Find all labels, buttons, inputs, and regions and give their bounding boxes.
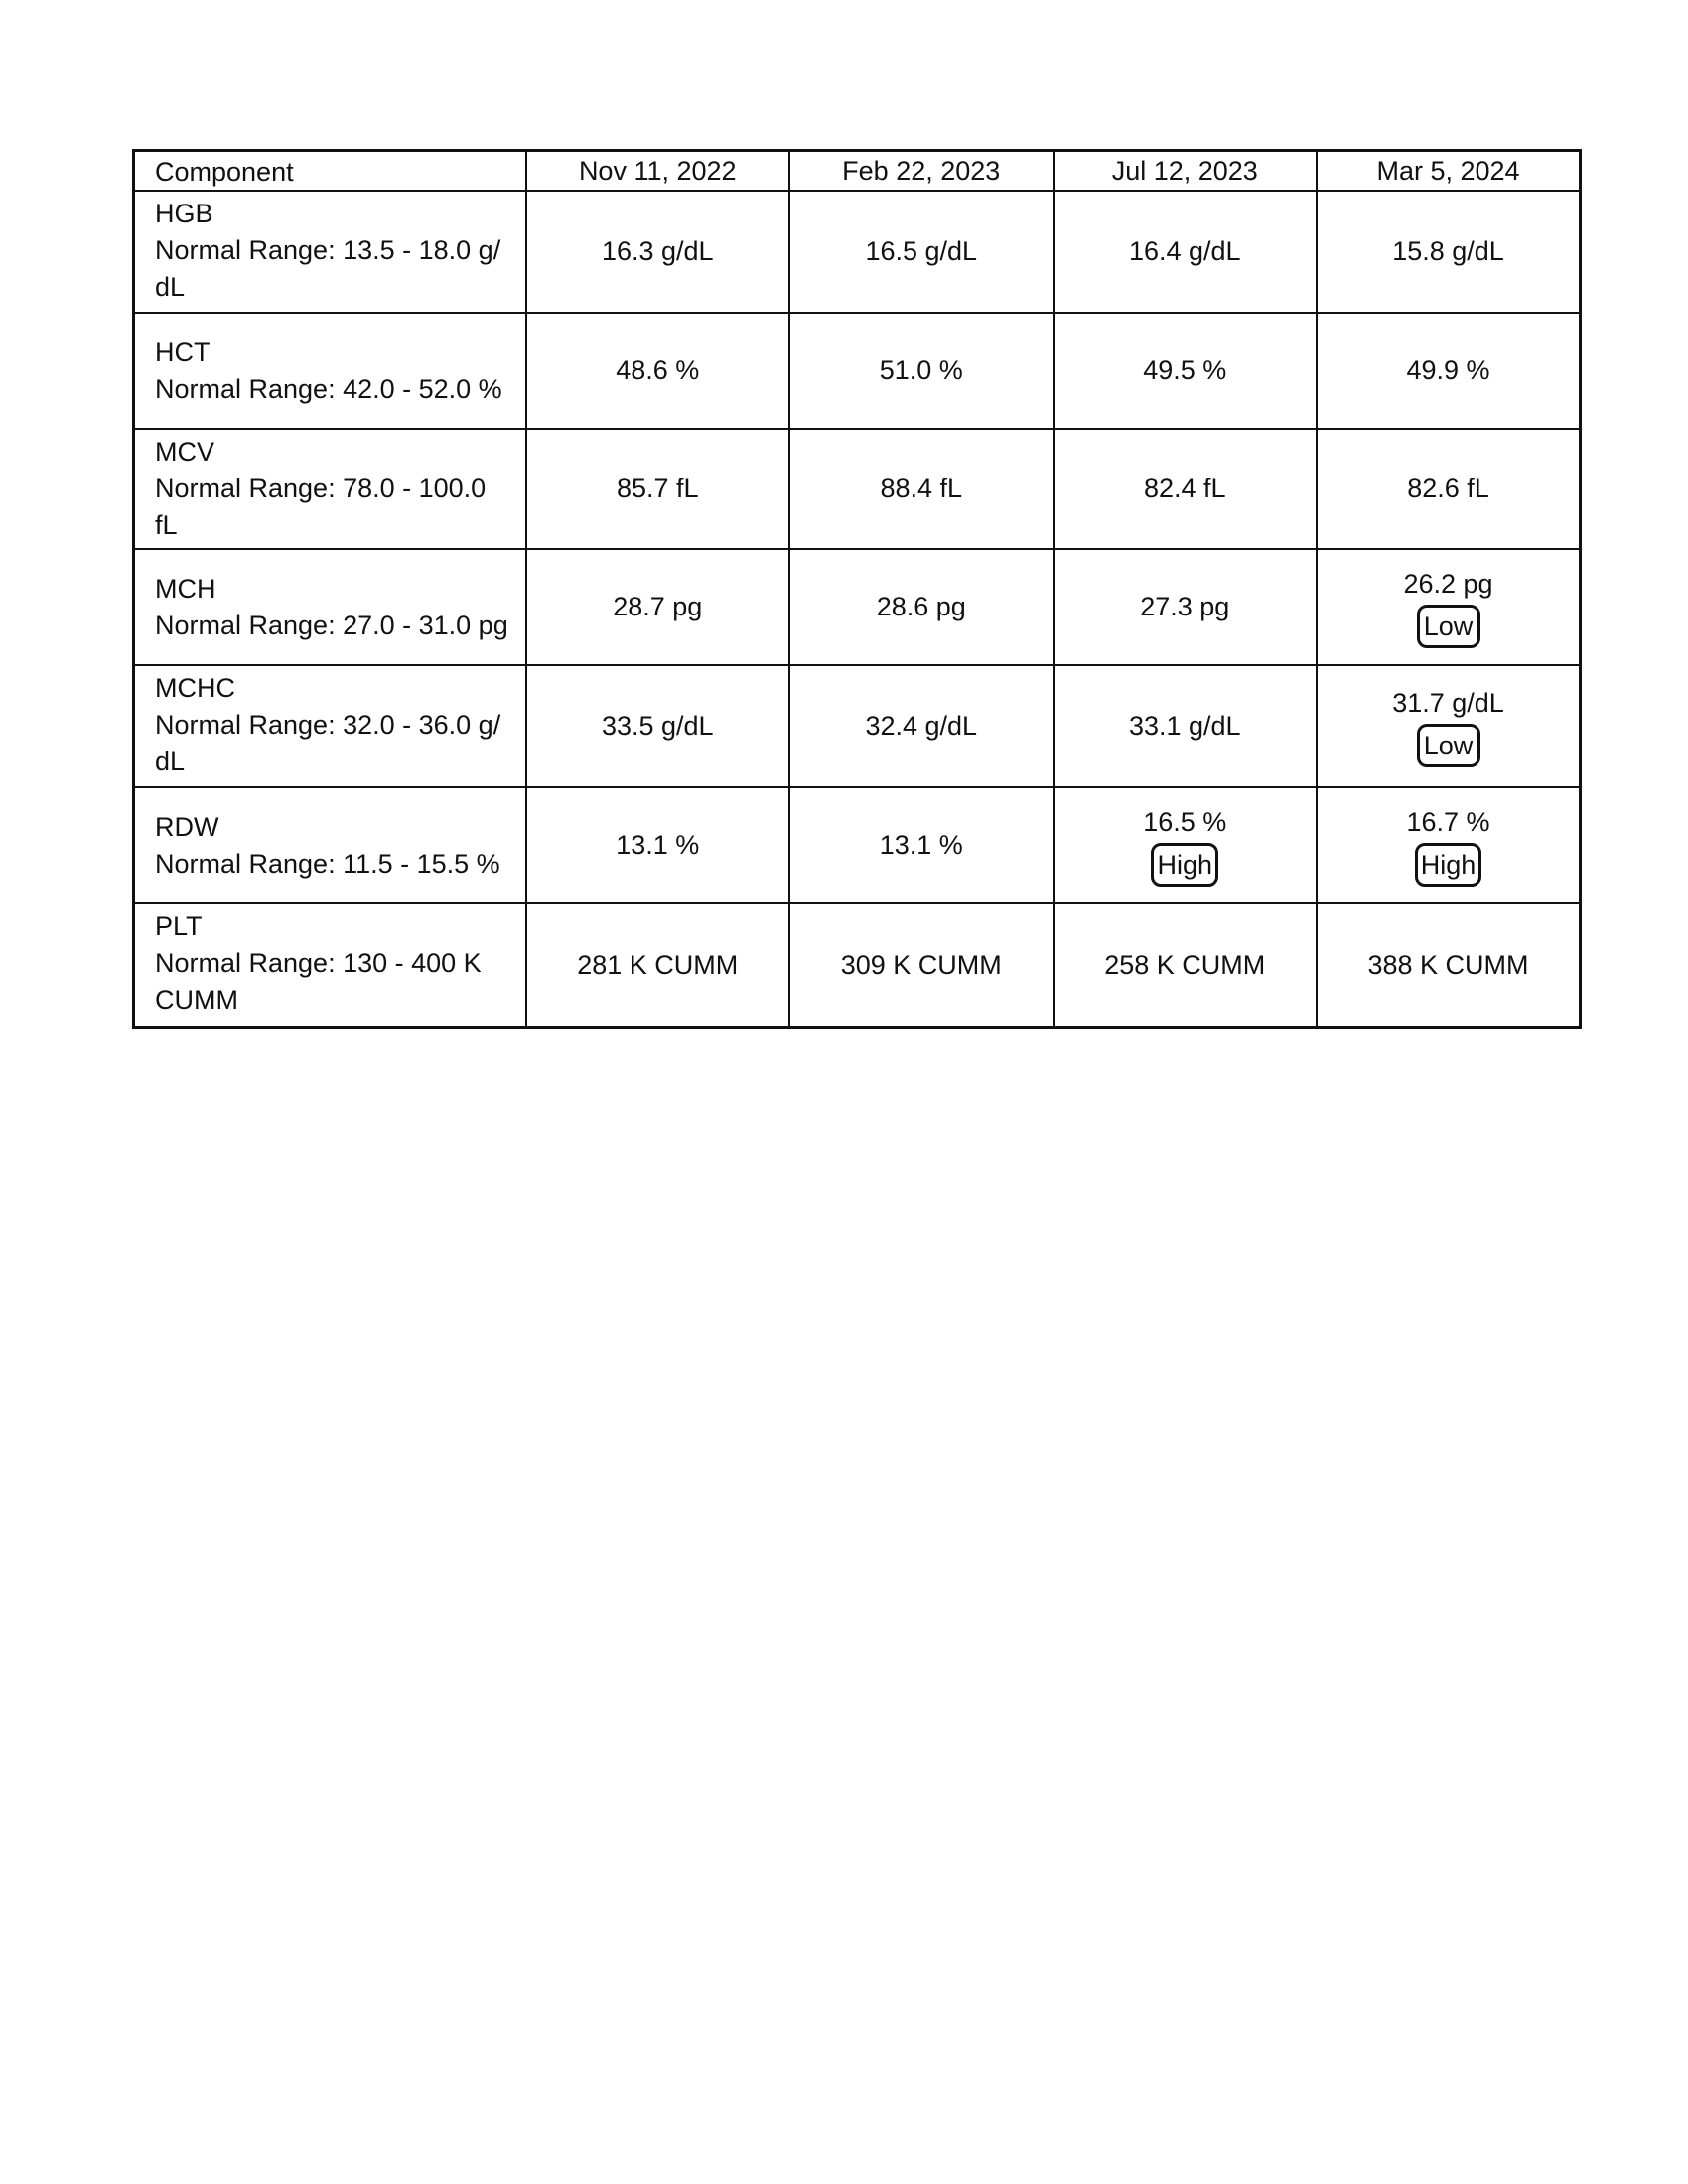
result-value: 13.1 % bbox=[879, 830, 963, 860]
result-value: 28.6 pg bbox=[876, 592, 966, 621]
result-cell bbox=[1317, 903, 1581, 1028]
normal-range: Normal Range: 13.5 - 18.0 g/ dL bbox=[155, 235, 501, 302]
component-cell bbox=[134, 549, 526, 665]
component-name: RDW bbox=[155, 811, 219, 842]
result-cell bbox=[789, 787, 1054, 903]
result-cell bbox=[1317, 429, 1581, 549]
component-name: PLT bbox=[155, 911, 203, 941]
result-value: 388 K CUMM bbox=[1367, 950, 1529, 980]
component-cell bbox=[134, 903, 526, 1028]
low-flag-badge: Low bbox=[1417, 605, 1480, 648]
result-cell bbox=[526, 903, 790, 1028]
table-row bbox=[134, 313, 1581, 429]
result-cell bbox=[1054, 429, 1318, 549]
table-row bbox=[134, 429, 1581, 549]
result-cell bbox=[1317, 787, 1581, 903]
high-flag-badge: High bbox=[1151, 843, 1218, 887]
component-name: HGB bbox=[155, 199, 213, 228]
result-value: 281 K CUMM bbox=[577, 950, 739, 980]
component-cell bbox=[134, 787, 526, 903]
component-name: MCH bbox=[155, 573, 216, 604]
result-cell bbox=[526, 665, 790, 787]
result-cell bbox=[526, 429, 790, 549]
table-row bbox=[134, 665, 1581, 787]
result-cell bbox=[1054, 665, 1318, 787]
result-value: 31.7 g/dL bbox=[1392, 688, 1504, 718]
result-cell bbox=[789, 903, 1054, 1028]
result-value: 48.6 % bbox=[616, 355, 700, 385]
table-row bbox=[134, 903, 1581, 1028]
result-value: 33.5 g/dL bbox=[601, 711, 714, 741]
result-cell bbox=[1317, 191, 1581, 313]
result-cell bbox=[789, 313, 1054, 429]
result-cell bbox=[1317, 665, 1581, 787]
component-cell bbox=[134, 429, 526, 549]
result-value: 33.1 g/dL bbox=[1128, 711, 1241, 741]
table-row bbox=[134, 787, 1581, 903]
column-header-date: Jul 12, 2023 bbox=[1054, 151, 1318, 192]
result-cell bbox=[526, 787, 790, 903]
normal-range: Normal Range: 27.0 - 31.0 pg bbox=[155, 610, 508, 640]
result-cell bbox=[1054, 787, 1318, 903]
result-value: 26.2 pg bbox=[1403, 569, 1493, 599]
column-header-date: Feb 22, 2023 bbox=[789, 151, 1054, 192]
component-cell bbox=[134, 191, 526, 313]
result-value: 16.3 g/dL bbox=[601, 236, 714, 266]
header-row bbox=[134, 151, 1581, 192]
result-value: 16.4 g/dL bbox=[1128, 236, 1241, 266]
result-value: 82.6 fL bbox=[1407, 474, 1489, 503]
component-name: MCV bbox=[155, 437, 214, 467]
component-name: MCHC bbox=[155, 673, 235, 703]
result-cell bbox=[526, 549, 790, 665]
result-value: 27.3 pg bbox=[1140, 592, 1230, 621]
normal-range: Normal Range: 11.5 - 15.5 % bbox=[155, 848, 500, 879]
column-header-component: Component bbox=[134, 151, 526, 192]
low-flag-badge: Low bbox=[1417, 724, 1480, 767]
component-cell bbox=[134, 313, 526, 429]
component-cell bbox=[134, 665, 526, 787]
result-cell bbox=[789, 665, 1054, 787]
result-value: 16.5 g/dL bbox=[865, 236, 978, 266]
result-value: 82.4 fL bbox=[1143, 474, 1226, 503]
result-value: 258 K CUMM bbox=[1104, 950, 1266, 980]
result-cell bbox=[1054, 313, 1318, 429]
result-value: 16.7 % bbox=[1406, 807, 1490, 837]
result-cell bbox=[1054, 903, 1318, 1028]
column-header-date: Mar 5, 2024 bbox=[1317, 151, 1581, 192]
result-value: 85.7 fL bbox=[616, 474, 699, 503]
result-value: 309 K CUMM bbox=[840, 950, 1002, 980]
normal-range: Normal Range: 32.0 - 36.0 g/ dL bbox=[155, 710, 501, 776]
result-value: 51.0 % bbox=[879, 355, 963, 385]
table-row bbox=[134, 549, 1581, 665]
result-cell bbox=[789, 191, 1054, 313]
result-value: 49.9 % bbox=[1406, 355, 1490, 385]
result-value: 15.8 g/dL bbox=[1392, 236, 1504, 266]
high-flag-badge: High bbox=[1415, 843, 1482, 887]
result-value: 28.7 pg bbox=[613, 592, 703, 621]
result-cell bbox=[1054, 191, 1318, 313]
result-cell bbox=[789, 549, 1054, 665]
result-value: 88.4 fL bbox=[880, 474, 963, 503]
result-cell bbox=[1054, 549, 1318, 665]
result-value: 13.1 % bbox=[616, 830, 700, 860]
normal-range: Normal Range: 42.0 - 52.0 % bbox=[155, 373, 502, 404]
result-cell bbox=[789, 429, 1054, 549]
result-cell bbox=[526, 191, 790, 313]
column-header-date: Nov 11, 2022 bbox=[526, 151, 790, 192]
result-cell bbox=[1317, 549, 1581, 665]
normal-range: Normal Range: 78.0 - 100.0 fL bbox=[155, 474, 487, 540]
result-cell bbox=[526, 313, 790, 429]
normal-range: Normal Range: 130 - 400 K CUMM bbox=[155, 948, 482, 1015]
table-row bbox=[134, 191, 1581, 313]
component-name: HCT bbox=[155, 337, 211, 367]
result-cell bbox=[1317, 313, 1581, 429]
result-value: 32.4 g/dL bbox=[865, 711, 978, 741]
lab-results-table bbox=[132, 149, 1582, 1029]
result-value: 16.5 % bbox=[1143, 807, 1227, 837]
result-value: 49.5 % bbox=[1143, 355, 1227, 385]
